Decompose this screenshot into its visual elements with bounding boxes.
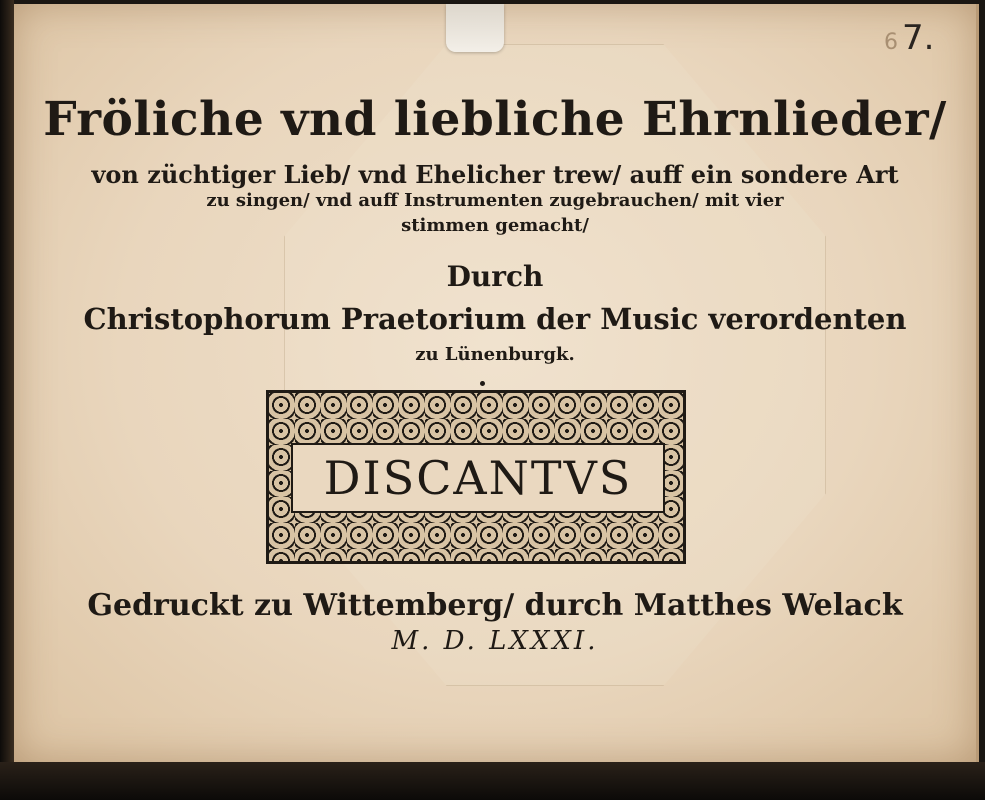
shelfmark-number: 7.: [902, 18, 935, 58]
voice-part-label: DISCANTVS: [323, 451, 633, 505]
town-line: zu Lünenburgk.: [415, 344, 575, 365]
author-line: Christophorum Praetorium der Music verordenten: [83, 302, 907, 336]
ornamental-frame: [266, 390, 686, 564]
book-bottom-edge: [0, 762, 985, 800]
page-clip: [446, 4, 504, 52]
book-spine-edge: [0, 0, 14, 800]
printers-dot: [480, 381, 485, 386]
subtitle-line-2: zu singen/ vnd auff Instrumenten zugebrauchen/ mit vier: [206, 190, 784, 211]
voice-part-panel: [291, 443, 665, 513]
shelfmark-prefix: 6: [884, 30, 898, 55]
shelfmark: [884, 18, 964, 58]
page-title: Fröliche vnd liebliche Ehrnlieder/: [43, 92, 947, 147]
subtitle-line-1: von züchtiger Lieb/ vnd Ehelicher trew/ auff ein sondere Art: [91, 160, 899, 189]
imprint-line: Gedruckt zu Wittemberg/ durch Matthes Welack: [87, 588, 903, 623]
by-line: Durch: [446, 260, 544, 293]
subtitle-line-3: stimmen gemacht/: [401, 215, 589, 236]
imprint-year: M. D. LXXXI.: [391, 626, 599, 656]
title-page: [14, 4, 979, 762]
